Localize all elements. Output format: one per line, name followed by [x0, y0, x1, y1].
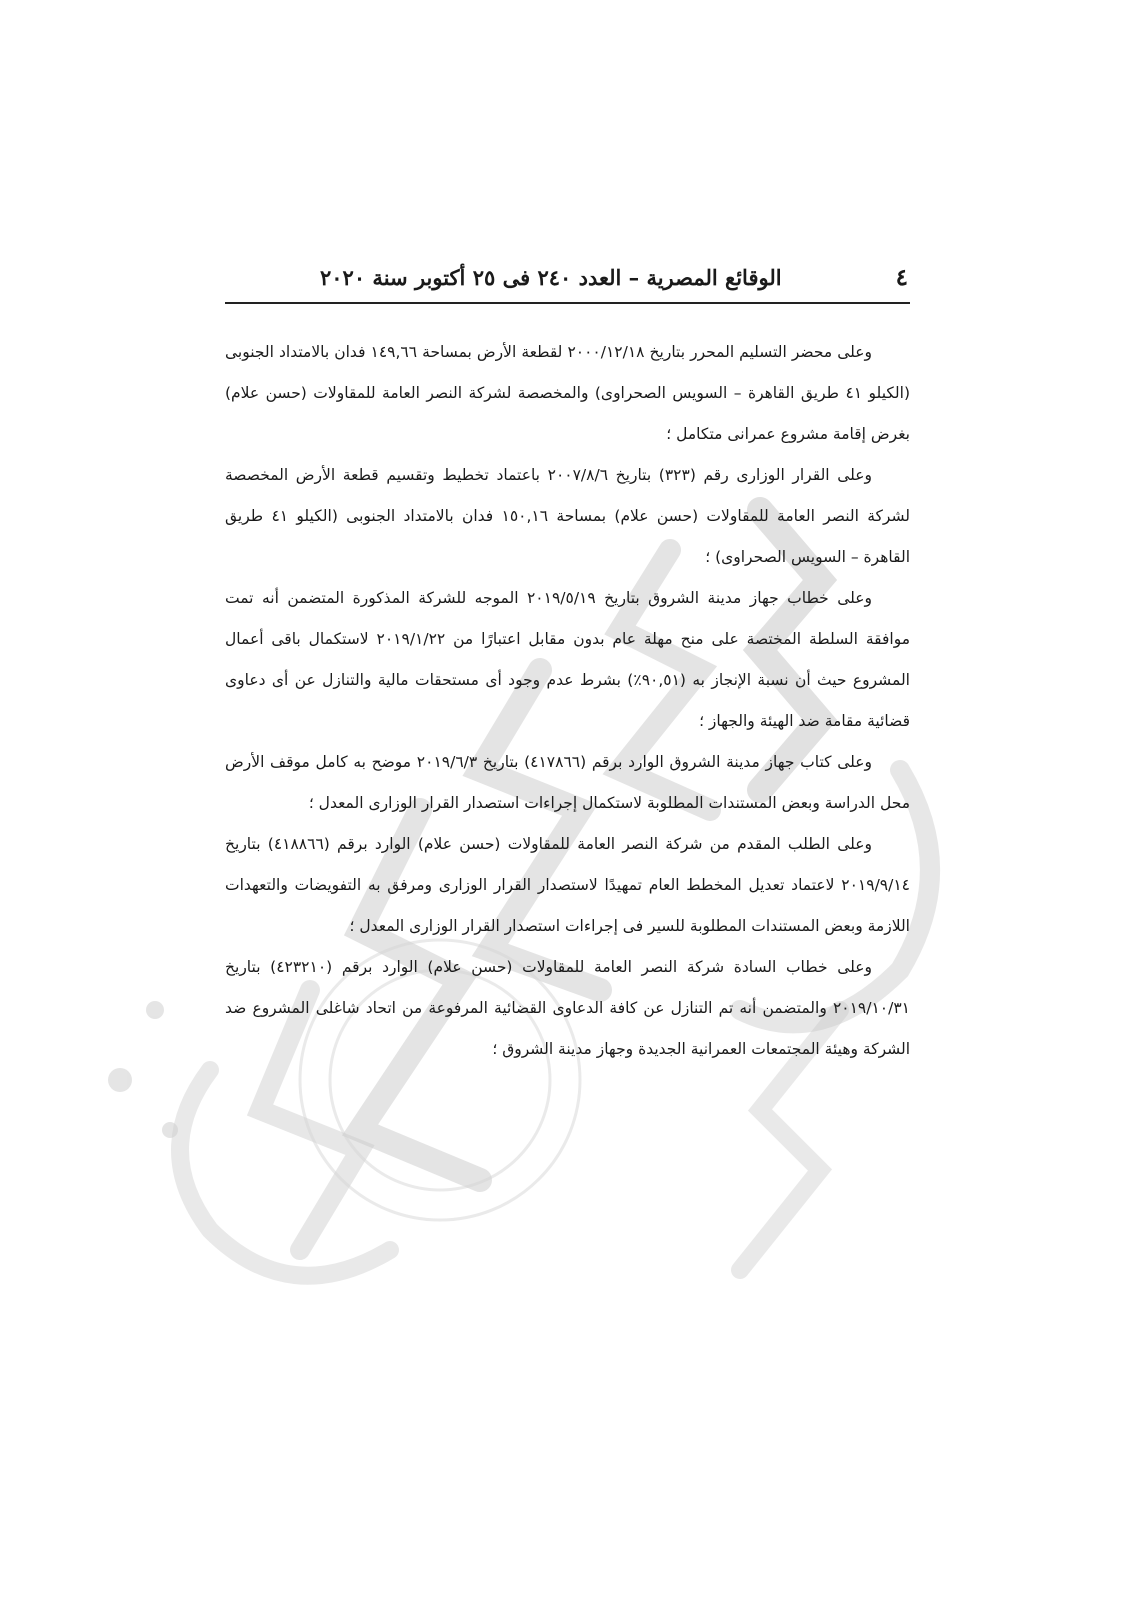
- paragraph-shorouk-letter: وعلى خطاب جهاز مدينة الشروق بتاريخ ٢٠١٩/٥/١٩ الموجه للشركة المذكورة المتضمن أنه تمت موافقة السلطة المختصة على منح مهلة عام بدون مقابل اعتبارًا من ٢٠١٩/١/٢٢ لاستكمال باقى أعمال المشروع حيث أن نسبة الإنجاز به (٩٠,٥١٪) بشرط عدم وجود أى مستحقات مالية والتنازل عن أى دعاوى قضائية مقامة ضد الهيئة والجهاز ؛: [225, 589, 911, 730]
- paragraph-delivery-record: وعلى محضر التسليم المحرر بتاريخ ٢٠٠٠/١٢/١٨ لقطعة الأرض بمساحة ١٤٩,٦٦ فدان بالامتداد الجنوبى (الكيلو ٤١ طريق القاهرة – السويس الصحراوى) والمخصصة لشركة النصر العامة للمقاولات (حسن علام) بغرض إقامة مشروع عمرانى متكامل ؛: [225, 343, 911, 443]
- page-header: [225, 252, 910, 304]
- document-body: [225, 332, 910, 1070]
- paragraph-shorouk-book: وعلى كتاب جهاز مدينة الشروق الوارد برقم (٤١٧٨٦٦) بتاريخ ٢٠١٩/٦/٣ موضح به كامل موقف الأرض محل الدراسة وبعض المستندات المطلوبة لاستكمال إجراءات استصدار القرار الوزارى المعدل ؛: [225, 753, 910, 812]
- paragraph-company-request: وعلى الطلب المقدم من شركة النصر العامة للمقاولات (حسن علام) الوارد برقم (٤١٨٨٦٦) بتاريخ ٢٠١٩/٩/١٤ لاعتماد تعديل المخطط العام تمهيدًا لاستصدار القرار الوزارى ومرفق به التفويضات والتعهدات اللازمة وبعض المستندات المطلوبة للسير فى إجراءات استصدار القرار الوزارى المعدل ؛: [225, 835, 910, 935]
- gazette-title: الوقائع المصرية – العدد ٢٤٠ فى ٢٥ أكتوبر سنة ٢٠٢٠: [320, 264, 782, 290]
- page-number: ٤: [895, 263, 908, 291]
- paragraph-ministerial-decision: وعلى القرار الوزارى رقم (٣٢٣) بتاريخ ٢٠٠٧/٨/٦ باعتماد تخطيط وتقسيم قطعة الأرض المخصصة لشركة النصر العامة للمقاولات (حسن علام) بمساحة ١٥٠,١٦ فدان بالامتداد الجنوبى (الكيلو ٤١ طريق القاهرة – السويس الصحراوى) ؛: [225, 466, 911, 566]
- paragraph-company-letter: وعلى خطاب السادة شركة النصر العامة للمقاولات (حسن علام) الوارد برقم (٤٢٣٢١٠) بتاريخ ٢٠١٩/١٠/٣١ والمتضمن أنه تم التنازل عن كافة الدعاوى القضائية المرفوعة من اتحاد شاغلى المشروع ضد الشركة وهيئة المجتمعات العمرانية الجديدة وجهاز مدينة الشروق ؛: [225, 958, 910, 1058]
